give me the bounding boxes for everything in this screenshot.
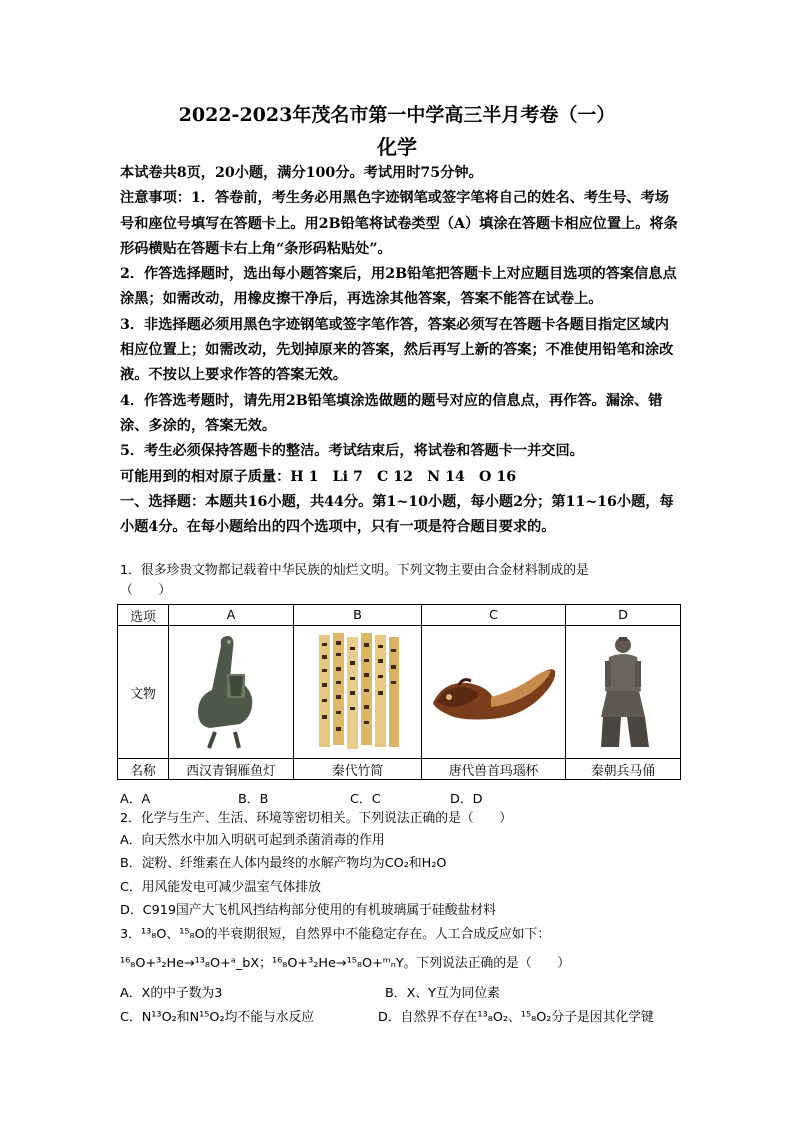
- q2-stem: 2．化学与生产、生活、环境等密切相关。下列说法正确的是（ ）: [120, 811, 513, 826]
- image-cell-c: [422, 626, 566, 759]
- image-cell-b: [294, 626, 422, 759]
- bronze-goose-lamp-icon: [191, 632, 271, 752]
- relic-name-a: 西汉青铜雁鱼灯: [169, 759, 294, 780]
- table-header-cell: C: [422, 605, 566, 626]
- instructions: [120, 161, 680, 540]
- q3-options-row2: [120, 1006, 680, 1026]
- table-header-cell: 选项: [118, 605, 169, 626]
- q1-stem: 1．很多珍贵文物都记载着中华民族的灿烂文明。下列文物主要由合金材料制成的是: [120, 563, 589, 578]
- note-1: 注意事项：1．答卷前，考生务必用黑色字迹钢笔或签字笔将自己的姓名、考生号、考场号和座位号填写在答题卡上。用2B铅笔将试卷类型（A）填涂在答题卡相应位置上。将条形码横贴在答题卡右上角“条形码粘贴处”。: [120, 190, 678, 257]
- q3-option-b: B．X、Y互为同位素: [385, 986, 500, 1001]
- image-cell-a: [169, 626, 294, 759]
- q2-option-c: C．用风能发电可减少温室气体排放: [120, 880, 321, 895]
- q1-bracket: （ ）: [120, 583, 172, 598]
- table-image-row: [118, 626, 681, 759]
- q1-option-c: C．C: [350, 792, 381, 807]
- q3-options-row1: [120, 982, 680, 1002]
- q2-option-d: D．C919国产大飞机风挡结构部分使用的有机玻璃属于硅酸盐材料: [120, 903, 496, 918]
- table-header-row: [118, 605, 681, 626]
- note-2: 2．作答选择题时，选出每小题答案后，用2B铅笔把答题卡上对应题目选项的答案信息点涂黑；如需改动，用橡皮擦干净后，再选涂其他答案，答案不能答在试卷上。: [120, 266, 677, 308]
- table-header-cell: B: [294, 605, 422, 626]
- table-header-cell: D: [566, 605, 681, 626]
- q1-options: [120, 788, 680, 806]
- note-4: 4．作答选考题时，请先用2B铅笔填涂选做题的题号对应的信息点，再作答。漏涂、错涂、多涂的，答案无效。: [120, 392, 663, 434]
- q3-option-c: C．N¹³O₂和N¹⁵O₂均不能与水反应: [120, 1010, 315, 1025]
- agate-cup-icon: [431, 657, 557, 727]
- relic-name-d: 秦朝兵马俑: [566, 759, 681, 780]
- relic-name-c: 唐代兽首玛瑙杯: [422, 759, 566, 780]
- terracotta-warrior-icon: [593, 633, 653, 751]
- relic-name-b: 秦代竹简: [294, 759, 422, 780]
- q1-option-a: A．A: [120, 792, 151, 807]
- q1-option-b: B．B: [238, 792, 269, 807]
- table-header-cell: A: [169, 605, 294, 626]
- note-5: 5．考生必须保持答题卡的整洁。考试结束后，将试卷和答题卡一并交回。: [120, 443, 584, 460]
- bamboo-slips-icon: [315, 633, 401, 751]
- exam-title: 2022-2023年茂名市第一中学高三半月考卷（一）: [178, 104, 616, 126]
- q2-option-a: A．向天然水中加入明矾可起到杀菌消毒的作用: [120, 833, 385, 848]
- q3-option-d: D．自然界不存在¹³₈O₂、¹⁵₈O₂分子是因其化学键: [378, 1010, 654, 1025]
- image-cell-d: [566, 626, 681, 759]
- table-name-row: [118, 759, 681, 780]
- subject-title: 化学: [377, 135, 417, 159]
- q3-reaction: ¹⁶₈O+³₂He→¹³₈O+ᵃ_bX；¹⁶₈O+³₂He→¹⁵₈O+ᵐₙY。下列说法正确的是（ ）: [120, 956, 571, 971]
- q3-stem: 3．¹³₈O、¹⁵₈O的半衰期很短，自然界中不能稳定存在。人工合成反应如下：: [120, 927, 551, 942]
- section-heading: 一、选择题：本题共16小题，共44分。第1~10小题，每小题2分；第11~16小题，每小题4分。在每小题给出的四个选项中，只有一项是符合题目要求的。: [120, 493, 674, 536]
- name-row-label: 名称: [118, 759, 169, 780]
- exam-info: 本试卷共8页，20小题，满分100分。考试用时75分钟。: [120, 165, 483, 181]
- q3-option-a: A．X的中子数为3: [120, 986, 223, 1001]
- note-3: 3．非选择题必须用黑色字迹钢笔或签字笔作答，答案必须写在答题卡各题目指定区域内相应位置上；如需改动，先划掉原来的答案，然后再写上新的答案；不准使用铅笔和涂改液。不按以上要求作答的答案无效。: [120, 316, 674, 384]
- atomic-masses: 可能用到的相对原子质量：H 1 Li 7 C 12 N 14 O 16: [120, 468, 517, 485]
- q2-option-b: B．淀粉、纤维素在人体内最终的水解产物均为CO₂和H₂O: [120, 856, 447, 871]
- row-label: 文物: [118, 626, 169, 759]
- relic-table: [117, 604, 681, 780]
- q1-option-d: D．D: [450, 792, 483, 807]
